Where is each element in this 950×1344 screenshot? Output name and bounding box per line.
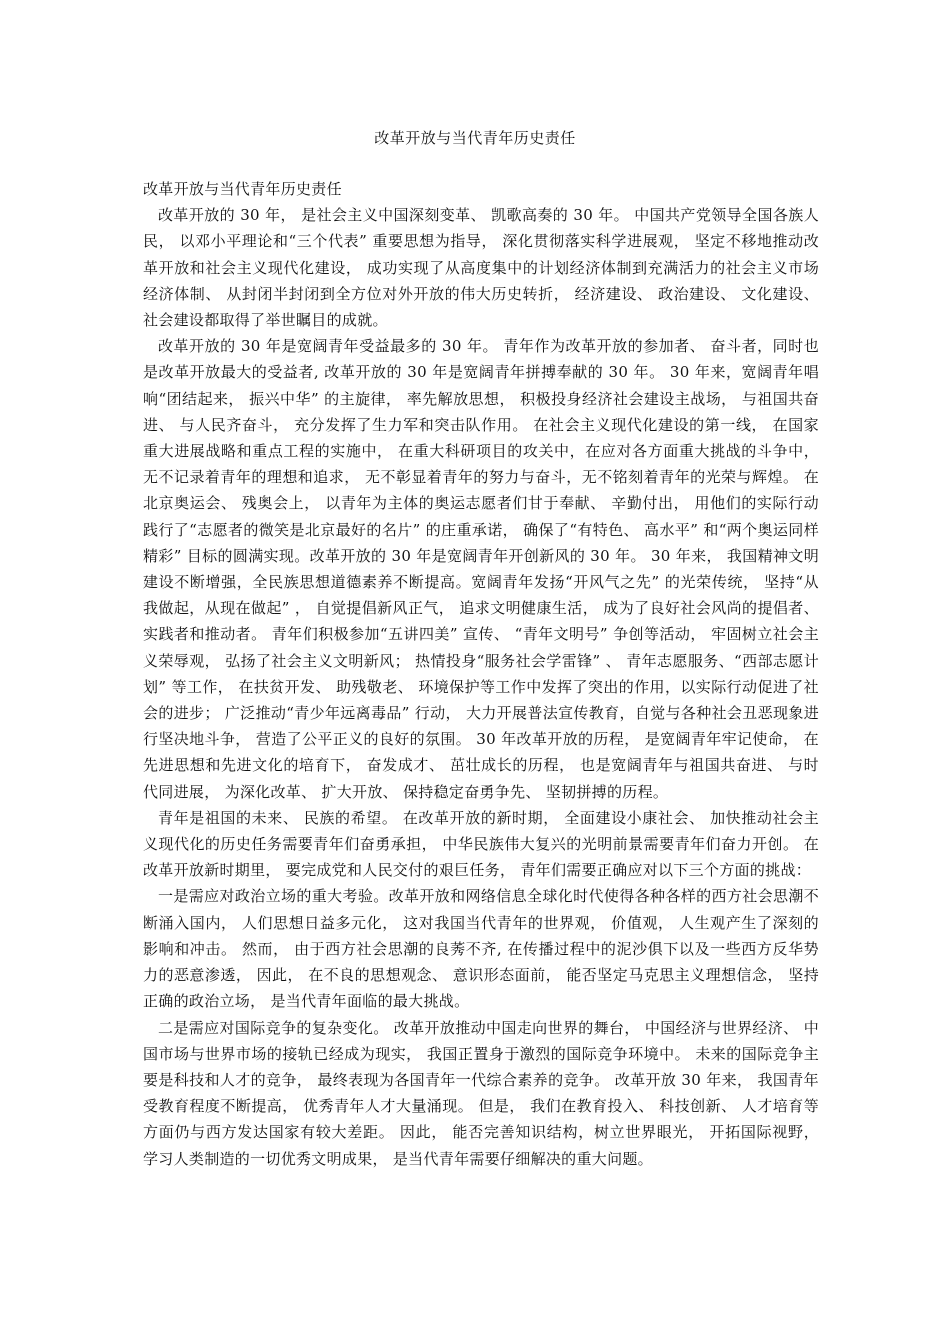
- document-title: 改革开放与当代青年历史责任: [374, 129, 576, 147]
- paragraph-challenge-political: 一是需应对政治立场的重大考验。改革开放和网络信息全球化时代使得各种各样的西方社会思潮不断涌入国内， 人们思想日益多元化， 这对我国当代青年的世界观， 价值观， 人生观产生了深刻的影响和冲击。 然而， 由于西方社会思潮的良莠不齐, 在传播过程中的泥沙俱下以及一些西方反华势力的恶意渗透， 因此， 在不良的思想观念、 意识形态面前， 能否坚定马克思主义理想信念， 坚持正确的政治立场， 是当代青年面临的最大挑战。: [143, 887, 819, 1011]
- paragraph-reform-30-years: 改革开放的 30 年， 是社会主义中国深刻变革、 凯歌高奏的 30 年。 中国共产党领导全国各族人民， 以邓小平理论和“三个代表” 重要思想为指导， 深化贯彻落实科学进展观， 坚定不移地推动改革开放和社会主义现代化建设， 成功实现了从高度集中的计划经济体制到充满活力的社会主义市场经济体制、 从封闭半封闭到全方位对外开放的伟大历史转折， 经济建设、 政治建设、 文化建设、 社会建设都取得了举世瞩目的成就。: [143, 206, 819, 330]
- paragraph-challenge-international: 二是需应对国际竞争的复杂变化。 改革开放推动中国走向世界的舞台， 中国经济与世界经济、 中国市场与世界市场的接轨已经成为现实， 我国正置身于激烈的国际竞争环境中。 未来的国际竞争主要是科技和人才的竞争， 最终表现为各国青年一代综合素养的竞争。 改革开放 30 年来， 我国青年受教育程度不断提高， 优秀青年人才大量涌现。 但是， 我们在教育投入、 科技创新、 人才培育等方面仍与西方发达国家有较大差距。 因此， 能否完善知识结构，树立世界眼光， 开拓国际视野， 学习人类制造的一切优秀文明成果， 是当代青年需要仔细解决的重大问题。: [143, 1018, 819, 1168]
- document-subtitle: 改革开放与当代青年历史责任: [143, 180, 342, 198]
- paragraph-youth-beneficiaries: 改革开放的 30 年是宽阔青年受益最多的 30 年。 青年作为改革开放的参加者、 奋斗者，同时也是改革开放最大的受益者, 改革开放的 30 年是宽阔青年拼搏奉献的 30 年。 30 年来，宽阔青年唱响“团结起来， 振兴中华” 的主旋律， 率先解放思想， 积极投身经济社会建设主战场， 与祖国共奋进、 与人民齐奋斗， 充分发挥了生力军和突击队作用。 在社会主义现代化建设的第一线， 在国家重大进展战略和重点工程的实施中， 在重大科研项目的攻关中，在应对各方面重大挑战的斗争中， 无不记录着青年的理想和追求， 无不彰显着青年的努力与奋斗，无不铭刻着青年的光荣与辉煌。 在北京奥运会、 残奥会上， 以青年为主体的奥运志愿者们甘于奉献、 辛勤付出， 用他们的实际行动践行了“志愿者的微笑是北京最好的名片” 的庄重承诺， 确保了“有特色、 高水平” 和“两个奥运同样精彩” 目标的圆满实现。改革开放的 30 年是宽阔青年开创新风的 30 年。 30 年来， 我国精神文明建设不断增强，全民族思想道德素养不断提高。宽阔青年发扬“开风气之先” 的光荣传统， 坚持“从我做起，从现在做起” ， 自觉提倡新风正气， 追求文明健康生活， 成为了良好社会风尚的提倡者、 实践者和推动者。 青年们积极参加“五讲四美” 宣传、 “青年文明号” 争创等活动， 牢固树立社会主义荣辱观， 弘扬了社会主义文明新风； 热情投身“服务社会学雷锋” 、 青年志愿服务、“西部志愿计划” 等工作， 在扶贫开发、 助残敬老、 环境保护等工作中发挥了突出的作用，以实际行动促进了社会的进步； 广泛推动“青少年远离毒品” 行动， 大力开展普法宣传教育，自觉与各种社会丑恶现象进行坚决地斗争， 营造了公平正义的良好的氛围。 30 年改革开放的历程， 是宽阔青年牢记使命， 在先进思想和先进文化的培育下， 奋发成才、 茁壮成长的历程， 也是宽阔青年与祖国共奋进、 与时代同进展， 为深化改革、 扩大开放、 保持稳定奋勇争先、 坚韧拼搏的历程。: [143, 337, 819, 801]
- paragraph-youth-future: 青年是祖国的未来、 民族的希望。 在改革开放的新时期， 全面建设小康社会、 加快推动社会主义现代化的历史任务需要青年们奋勇承担， 中华民族伟大复兴的光明前景需要青年们奋力开创。 在改革开放新时期里， 要完成党和人民交付的艰巨任务， 青年们需要正确应对以下三个方面的挑战：: [143, 808, 819, 880]
- document-body: [143, 176, 819, 1172]
